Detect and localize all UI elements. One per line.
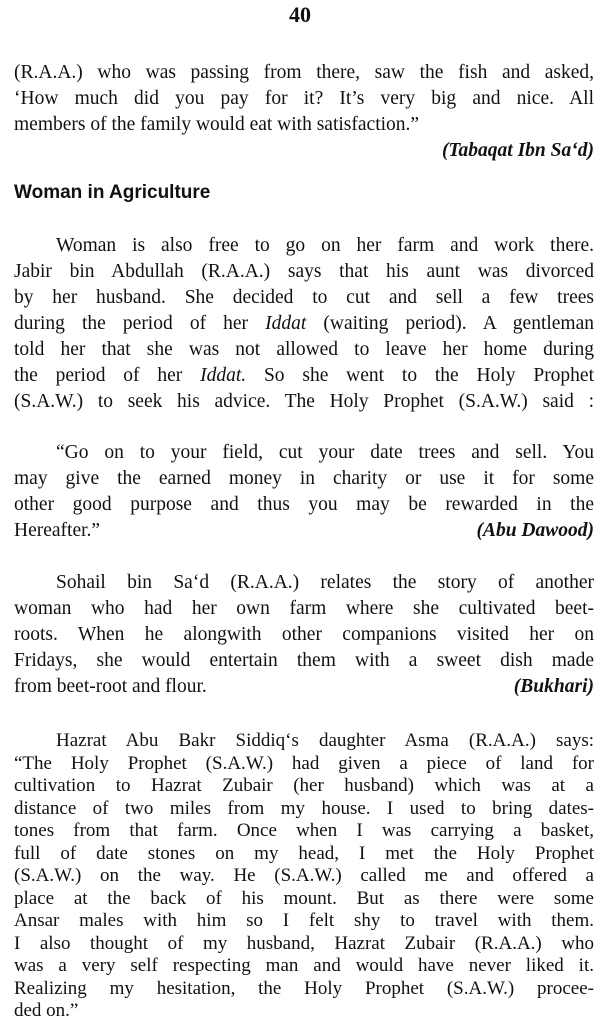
text-line: place at the back of his mount. But as there were some (14, 888, 594, 909)
text-segment: during the period of her (14, 313, 249, 334)
text-segment: (waiting period). A gentleman (323, 313, 594, 334)
text-line: Realizing my hesitation, the Holy Prophet (S.A.W.) procee- (14, 978, 594, 999)
text-line: cultivation to Hazrat Zubair (her husband) which was at a (14, 775, 594, 796)
text-line (14, 365, 594, 387)
text-line: tones from that farm. Once when I was carrying a basket, (14, 820, 594, 841)
italic-term: Iddat. (200, 365, 247, 386)
citation: (Bukhari) (513, 676, 594, 697)
text-line: Fridays, she would entertain them with a sweet dish made (14, 650, 594, 671)
text-line: Ansar males with him so I felt shy to travel with them. (14, 910, 594, 931)
text-line: (S.A.W.) to seek his advice. The Holy Prophet (S.A.W.) said : (14, 391, 594, 412)
text-segment: Hereafter.” (14, 520, 101, 541)
citation: (Abu Dawood) (476, 520, 594, 541)
text-line: “Go on to your field, cut your date trees and sell. You (56, 442, 594, 463)
text-line: ded on.” (14, 1000, 79, 1021)
text-line: by her husband. She decided to cut and sell a few trees (14, 287, 594, 308)
text-line (14, 520, 594, 542)
text-line: woman who had her own farm where she cultivated beet- (14, 598, 594, 619)
text-line: told her that she was not allowed to leave her home during (14, 339, 594, 360)
text-line: (S.A.W.) on the way. He (S.A.W.) called me and offered a (14, 865, 594, 886)
text-segment: from beet-root and flour. (14, 676, 207, 697)
text-line: may give the earned money in charity or use it for some (14, 468, 594, 489)
italic-term: Iddat (265, 313, 307, 334)
page-number: 40 (289, 2, 311, 27)
text-line: Hazrat Abu Bakr Siddiq‘s daughter Asma (R.A.A.) says: (56, 730, 594, 751)
text-line: Jabir bin Abdullah (R.A.A.) says that his aunt was divorced (14, 261, 594, 282)
text-segment: So she went to the Holy Prophet (263, 365, 594, 386)
text-line: ‘How much did you pay for it? It’s very big and nice. All (14, 88, 594, 109)
text-line: was a very self respecting man and would have never liked it. (14, 955, 594, 976)
text-line: roots. When he alongwith other companions visited her on (14, 624, 594, 645)
text-line: members of the family would eat with satisfaction.” (14, 114, 420, 135)
text-segment: the period of her (14, 365, 183, 386)
text-line (14, 313, 594, 335)
text-line: Sohail bin Sa‘d (R.A.A.) relates the story of another (56, 572, 594, 593)
text-line: other good purpose and thus you may be rewarded in the (14, 494, 594, 515)
text-line: full of date stones on my head, I met the Holy Prophet (14, 843, 594, 864)
text-line: Woman is also free to go on her farm and work there. (56, 235, 594, 256)
text-line: distance of two miles from my house. I used to bring dates- (14, 798, 594, 819)
text-line: (R.A.A.) who was passing from there, saw the fish and asked, (14, 62, 594, 83)
citation: (Tabaqat Ibn Sa‘d) (441, 140, 594, 161)
text-line: “The Holy Prophet (S.A.W.) had given a piece of land for (14, 753, 594, 774)
section-heading: Woman in Agriculture (14, 182, 211, 203)
text-line: I also thought of my husband, Hazrat Zubair (R.A.A.) who (14, 933, 594, 954)
text-line (14, 676, 594, 698)
